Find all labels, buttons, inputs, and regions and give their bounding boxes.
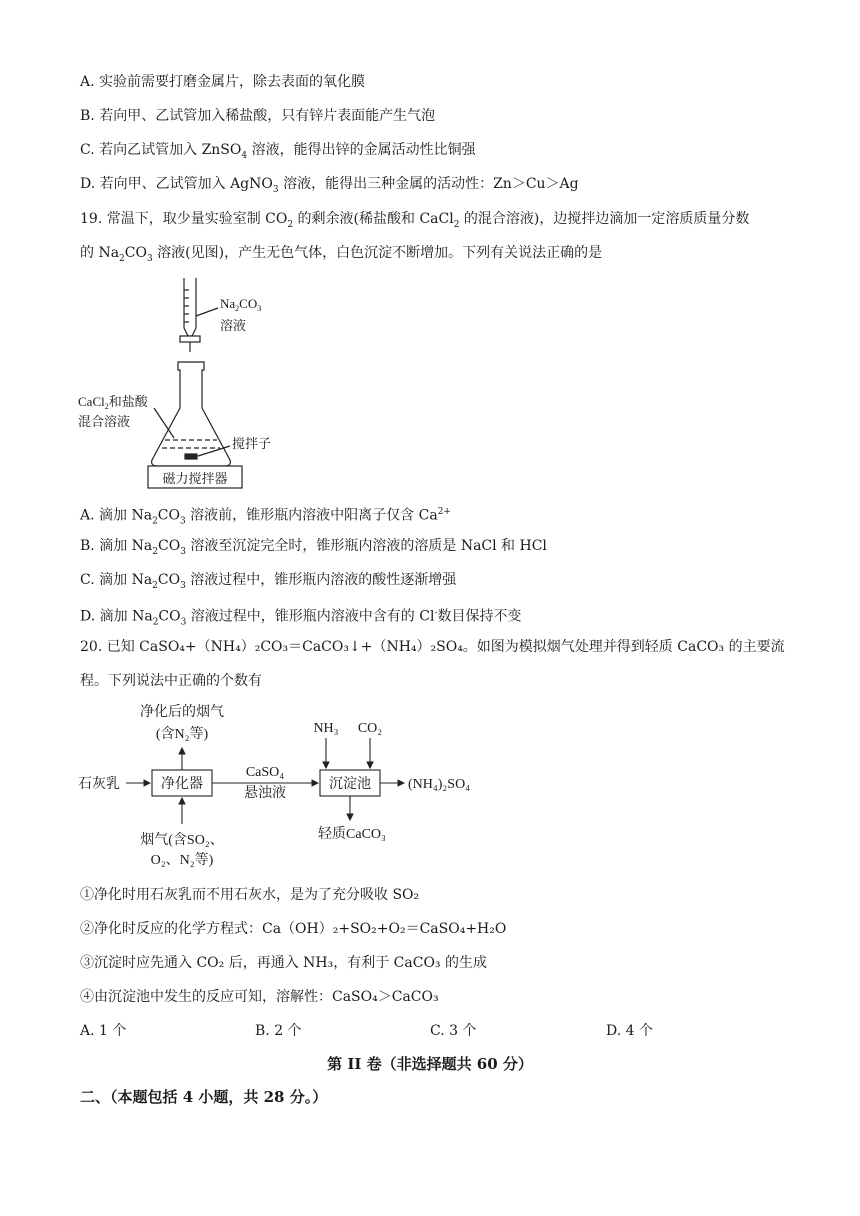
section-title: 第 II 卷（非选择题共 60 分） — [327, 1055, 533, 1073]
q19-option-b: B. 滴加 $Na_2CO_3$ 溶液至沉淀完全时，锥形瓶内溶液的溶质是 NaCl 和 HCl — [80, 538, 547, 557]
ammonium-sulfate-label: (NH₄)₂SO₄ — [408, 777, 471, 792]
svg-text:CaCl2和盐酸: CaCl$_2$和盐酸 — [78, 394, 148, 411]
stir-bar — [185, 454, 197, 459]
conical-flask — [152, 362, 231, 466]
co2-label: CO₂ — [357, 721, 383, 736]
q19-stem-line1: 19. 常温下，取少量实验室制 $CO_2$ 的剩余液(稀盐酸和 CaCl$_2$ 的混合溶液)，边搅拌边滴加一定溶质质量分数 — [80, 211, 750, 230]
clean-gas-label-2: (含N₂等) — [155, 727, 209, 742]
flue-gas-label: 烟气(含SO₂、 — [140, 833, 224, 848]
nh3-label: NH₃ — [313, 721, 339, 736]
q18-option-b: B. 若向甲、乙试管加入稀盐酸，只有锌片表面能产生气泡 — [80, 108, 436, 124]
q20-stem-line2: 程。下列说法中正确的个数有 — [80, 673, 262, 689]
q20-statement-2: ②净化时反应的化学方程式：Ca（OH）₂+SO₂+O₂＝CaSO₄+H₂O — [80, 921, 507, 937]
q20-option-d: D. 4 个 — [606, 1023, 653, 1039]
q20-statement-4: ④由沉淀池中发生的反应可知，溶解性：CaSO₄＞CaCO₃ — [80, 989, 439, 1005]
flask-solution-label-line2: 混合溶液 — [78, 414, 131, 429]
flue-gas-label-2: O₂、N₂等) — [150, 853, 214, 868]
slurry-label: CaSO₄ — [245, 765, 285, 780]
q18-option-a: A. 实验前需要打磨金属片，除去表面的氧化膜 — [80, 74, 366, 90]
part2-title: 二、（本题包括 4 小题，共 28 分。） — [80, 1088, 328, 1106]
q18-option-d: D. 若向甲、乙试管加入 AgNO$_3$ 溶液，能得出三种金属的活动性：Zn＞Cu＞Ag — [80, 176, 579, 195]
magnetic-stirrer-label: 磁力搅拌器 — [162, 471, 228, 486]
slurry-label-2: 悬浊液 — [244, 786, 286, 801]
q20-statement-3: ③沉淀时应先通入 CO₂ 后，再通入 NH₃，有利于 CaCO₃ 的生成 — [80, 955, 487, 971]
clean-gas-label: 净化后的烟气 — [140, 705, 224, 720]
reagent-label-line2: 溶液 — [220, 318, 247, 333]
flask-solution-label: CaCl — [78, 394, 105, 409]
q20-option-a: A. 1 个 — [80, 1023, 127, 1039]
reagent-label: Na — [220, 296, 236, 311]
q18-option-c: C. 若向乙试管加入 ZnSO$_4$ 溶液，能得出锌的金属活动性比铜强 — [80, 142, 476, 161]
stir-bar-label: 搅拌子 — [232, 436, 272, 451]
q19-option-c: C. 滴加 $Na_2CO_3$ 溶液过程中，锥形瓶内溶液的酸性逐渐增强 — [80, 572, 457, 591]
settling-tank-label: 沉淀池 — [329, 777, 371, 792]
stopcock — [180, 336, 200, 342]
lime-milk-label: 石灰乳 — [78, 777, 120, 792]
flue-gas-flow-diagram — [70, 700, 490, 875]
q20-option-c: C. 3 个 — [430, 1023, 477, 1039]
q19-stem-line2: 的 $Na_2CO_3$ 溶液(见图)，产生无色气体，白色沉淀不断增加。下列有关说法正确的是 — [80, 245, 603, 264]
titration-apparatus-figure — [70, 270, 300, 490]
q19-option-a: A. 滴加 $Na_2CO_3$ 溶液前，锥形瓶内溶液中阳离子仅含 $Ca^{2+}$ — [80, 507, 451, 527]
q20-stem-line1: 20. 已知 CaSO₄+（NH₄）₂CO₃＝CaCO₃↓+（NH₄）₂SO₄。如图为模拟烟气处理并得到轻质 CaCO₃ 的主要流 — [80, 639, 785, 655]
q19-option-d: D. 滴加 $Na_2CO_3$ 溶液过程中，锥形瓶内溶液中含有的 Cl-数目保持不变 — [80, 608, 522, 628]
q20-option-b: B. 2 个 — [255, 1023, 302, 1039]
q20-statement-1: ①净化时用石灰乳而不用石灰水，是为了充分吸收 SO₂ — [80, 887, 420, 903]
light-caco3-label: 轻质CaCO₃ — [318, 827, 386, 842]
svg-text:Na2CO3: $Na_2CO_3$ — [220, 296, 262, 313]
purifier-label: 净化器 — [161, 777, 203, 792]
